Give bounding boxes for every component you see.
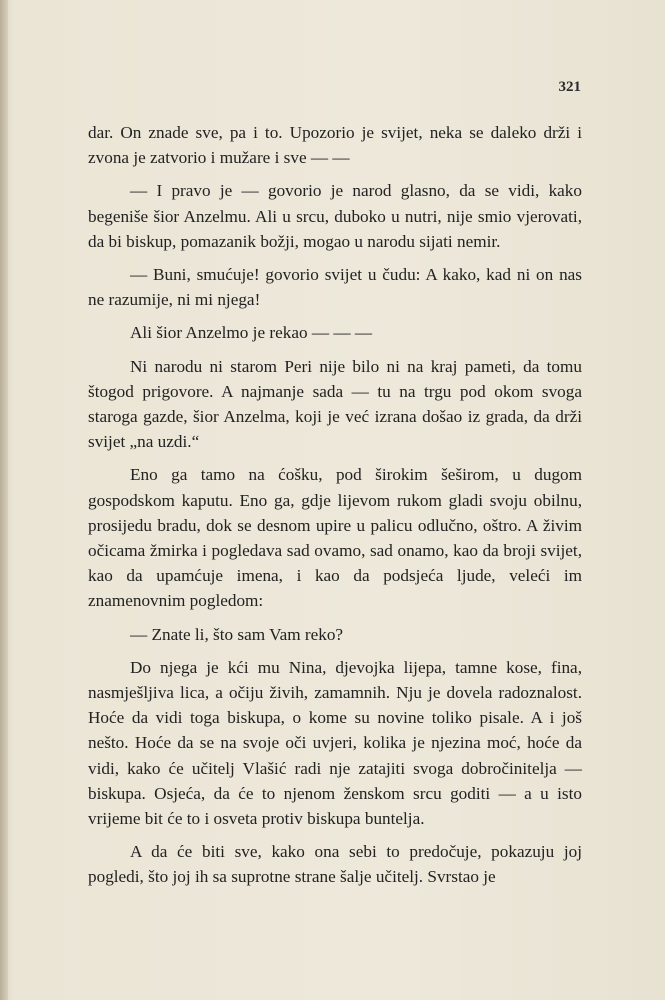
paragraph: — I pravo je — govorio je narod glasno, da se vidi, kako begeniše šior Anzelmu. Ali u srcu, duboko u nutri, nije smio vjerovati, da bi biskup, pomazanik božji, mogao u narodu sijati nemir.	[88, 181, 582, 251]
paragraph: dar. On znade sve, pa i to. Upozorio je svijet, neka se daleko drži i zvona je zatvorio i mužare i sve — —	[88, 123, 582, 168]
paragraph: — Buni, smućuje! govorio svijet u čudu: A kako, kad ni on nas ne razumije, ni mi njega!	[88, 265, 582, 310]
paragraph: Eno ga tamo na ćošku, pod širokim šeširom, u dugom gospodskom kaputu. Eno ga, gdje lijevom rukom gladi svoju obilnu, prosijedu bradu, dok se desnom upire u palicu odlučno, oštro. A živim očicama žmirka i pogledava sad ovamo, sad onamo, kao da broji svijet, kao da upamćuje imena, i kao da podsjeća ljude, veleći im znamenovnim pogledom:	[88, 465, 582, 611]
page-binding-edge	[0, 0, 8, 1000]
paragraph: Ni narodu ni starom Peri nije bilo ni na kraj pameti, da tomu štogod prigovore. A najmanje sada — tu na trgu pod okom svoga staroga gazde, šior Anzelma, koji je već izrana došao iz grada, da drži svijet „na uzdi.“	[88, 356, 582, 452]
paragraph: A da će biti sve, kako ona sebi to predočuje, pokazuju joj pogledi, što joj ih sa suprotne strane šalje učitelj. Svrstao je	[88, 842, 582, 887]
body-text	[88, 120, 582, 890]
paragraph: — Znate li, što sam Vam reko?	[130, 624, 344, 644]
paragraph: Do njega je kći mu Nina, djevojka lijepa, tamne kose, fina, nasmješljiva lica, a očiju živih, zamamnih. Nju je dovela radoznalost. Hoće da vidi toga biskupa, o kome su novine toliko pisale. A i još nešto. Hoće da se na svoje oči uvjeri, kolika je njezina moć, hoće da vidi, kako će učitelj Vlašić radi nje zatajiti svoga dobročinitelja — biskupa. Osjeća, da će to njenom ženskom srcu goditi — a u isto vrijeme bit će to i osveta protiv biskupa buntelja.	[88, 657, 582, 829]
paragraph: Ali šior Anzelmo je rekao — — —	[130, 323, 373, 343]
page-number: 321	[558, 79, 581, 95]
